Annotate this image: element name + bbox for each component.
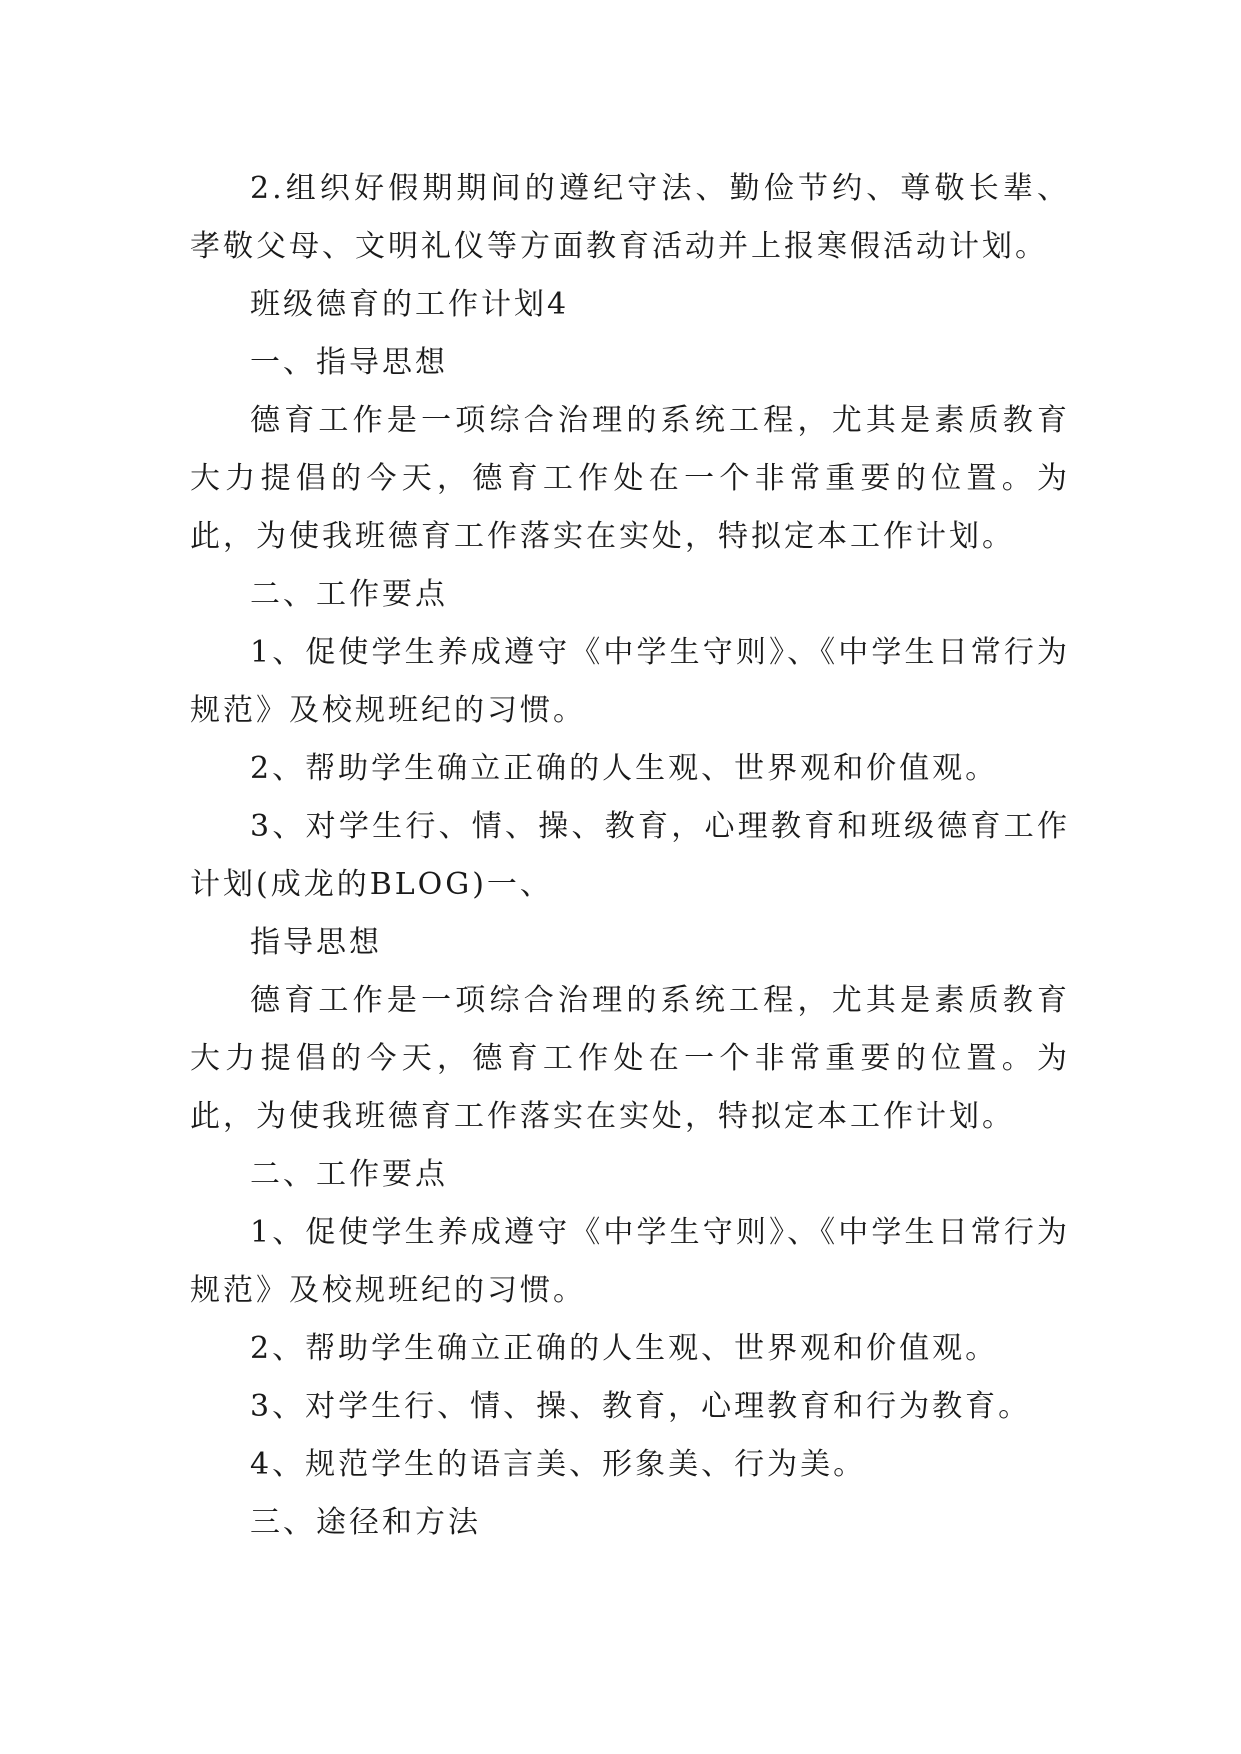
- list-item-rules-habits: 1、促使学生养成遵守《中学生守则》、《中学生日常行为规范》及校规班纪的习惯。: [190, 635, 1070, 728]
- list-item-worldview-repeat: 2、帮助学生确立正确的人生观、世界观和价值观。: [250, 1331, 999, 1366]
- section-title-plan-4: 班级德育的工作计划4: [250, 287, 570, 322]
- heading-work-points-repeat: 二、工作要点: [250, 1157, 448, 1192]
- heading-work-points: 二、工作要点: [250, 577, 448, 612]
- list-item-beauty-norms: 4、规范学生的语言美、形象美、行为美。: [250, 1447, 867, 1482]
- list-item-behavior-education: 3、对学生行、情、操、教育，心理教育和行为教育。: [250, 1389, 1032, 1424]
- document-body: [190, 160, 1070, 1552]
- paragraph-holiday-activities: 2.组织好假期期间的遵纪守法、勤俭节约、尊敬长辈、孝敬父母、文明礼仪等方面教育活动并上报寒假活动计划。: [190, 171, 1070, 264]
- paragraph-moral-education-intro: 德育工作是一项综合治理的系统工程，尤其是素质教育大力提倡的今天，德育工作处在一个非常重要的位置。为此，为使我班德育工作落实在实处，特拟定本工作计划。: [190, 403, 1070, 554]
- list-item-worldview: 2、帮助学生确立正确的人生观、世界观和价值观。: [250, 751, 999, 786]
- heading-guiding-ideology: 一、指导思想: [250, 345, 448, 380]
- heading-guiding-ideology-repeat: 指导思想: [250, 925, 382, 960]
- list-item-behavior-education-blog: 3、对学生行、情、操、教育，心理教育和班级德育工作计划(成龙的BLOG)一、: [190, 809, 1070, 902]
- paragraph-moral-education-intro-repeat: 德育工作是一项综合治理的系统工程，尤其是素质教育大力提倡的今天，德育工作处在一个非常重要的位置。为此，为使我班德育工作落实在实处，特拟定本工作计划。: [190, 983, 1070, 1134]
- heading-approaches-methods: 三、途径和方法: [250, 1505, 481, 1540]
- list-item-rules-habits-repeat: 1、促使学生养成遵守《中学生守则》、《中学生日常行为规范》及校规班纪的习惯。: [190, 1215, 1070, 1308]
